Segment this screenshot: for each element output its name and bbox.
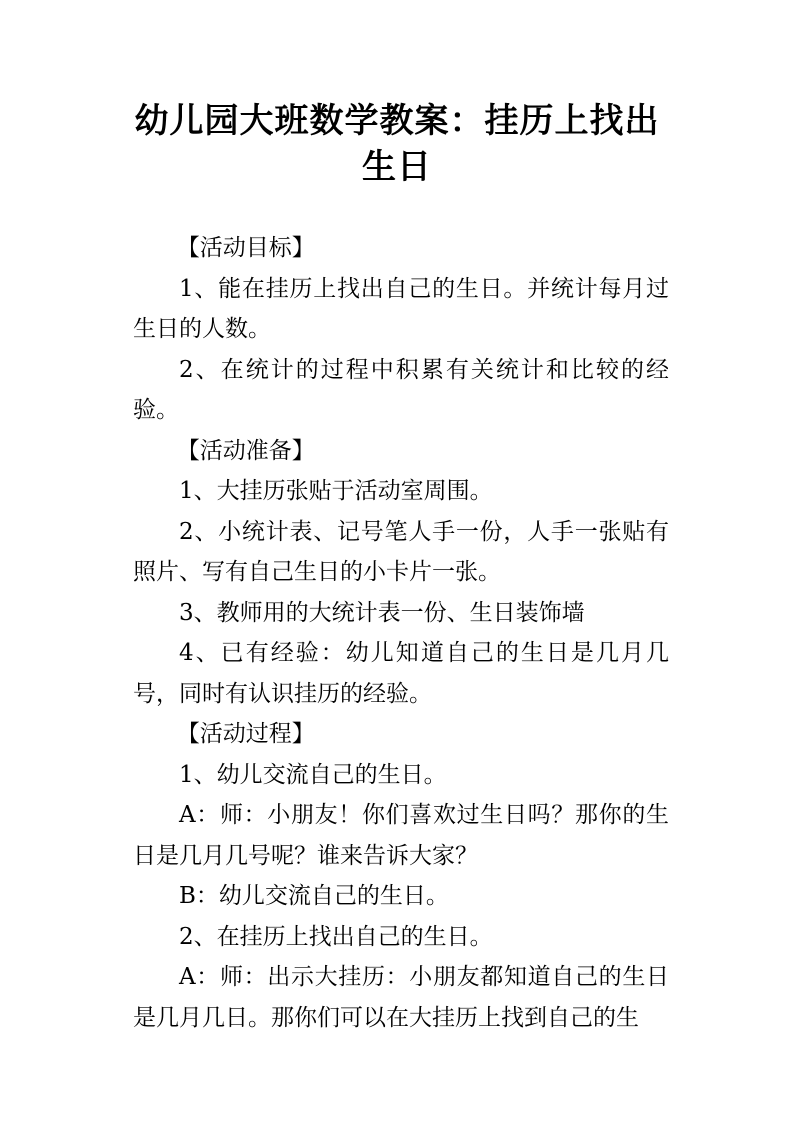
- section-heading-preparation: 【活动准备】: [176, 437, 315, 464]
- document-body: [133, 228, 669, 1038]
- paragraph: 1、大挂历张贴于活动室周围。: [179, 478, 493, 504]
- paragraph: 2、在统计的过程中积累有关统计和比较的经验。: [133, 356, 669, 423]
- section-heading-process: 【活动过程】: [176, 721, 315, 747]
- paragraph: 1、幼儿交流自己的生日。: [179, 761, 447, 788]
- paragraph: 2、在挂历上找出自己的生日。: [179, 923, 493, 950]
- paragraph: A：师：出示大挂历：小朋友都知道自己的生日是几月几日。那你们可以在大挂历上找到自己的生: [133, 964, 669, 1031]
- paragraph: B：幼儿交流自己的生日。: [179, 883, 449, 909]
- paragraph: 1、能在挂历上找出自己的生日。并统计每月过生日的人数。: [133, 275, 669, 342]
- paragraph: 3、教师用的大统计表一份、生日装饰墙: [179, 599, 585, 626]
- document-title: 幼儿园大班数学教案：挂历上找出生日: [134, 101, 660, 187]
- paragraph: 2、小统计表、记号笔人手一份，人手一张贴有照片、写有自己生日的小卡片一张。: [133, 518, 669, 585]
- section-heading-goals: 【活动目标】: [176, 235, 315, 261]
- paragraph: A：师：小朋友！你们喜欢过生日吗？那你的生日是几月几号呢？谁来告诉大家？: [133, 802, 669, 869]
- paragraph: 4、已有经验：幼儿知道自己的生日是几月几号，同时有认识挂历的经验。: [133, 640, 669, 707]
